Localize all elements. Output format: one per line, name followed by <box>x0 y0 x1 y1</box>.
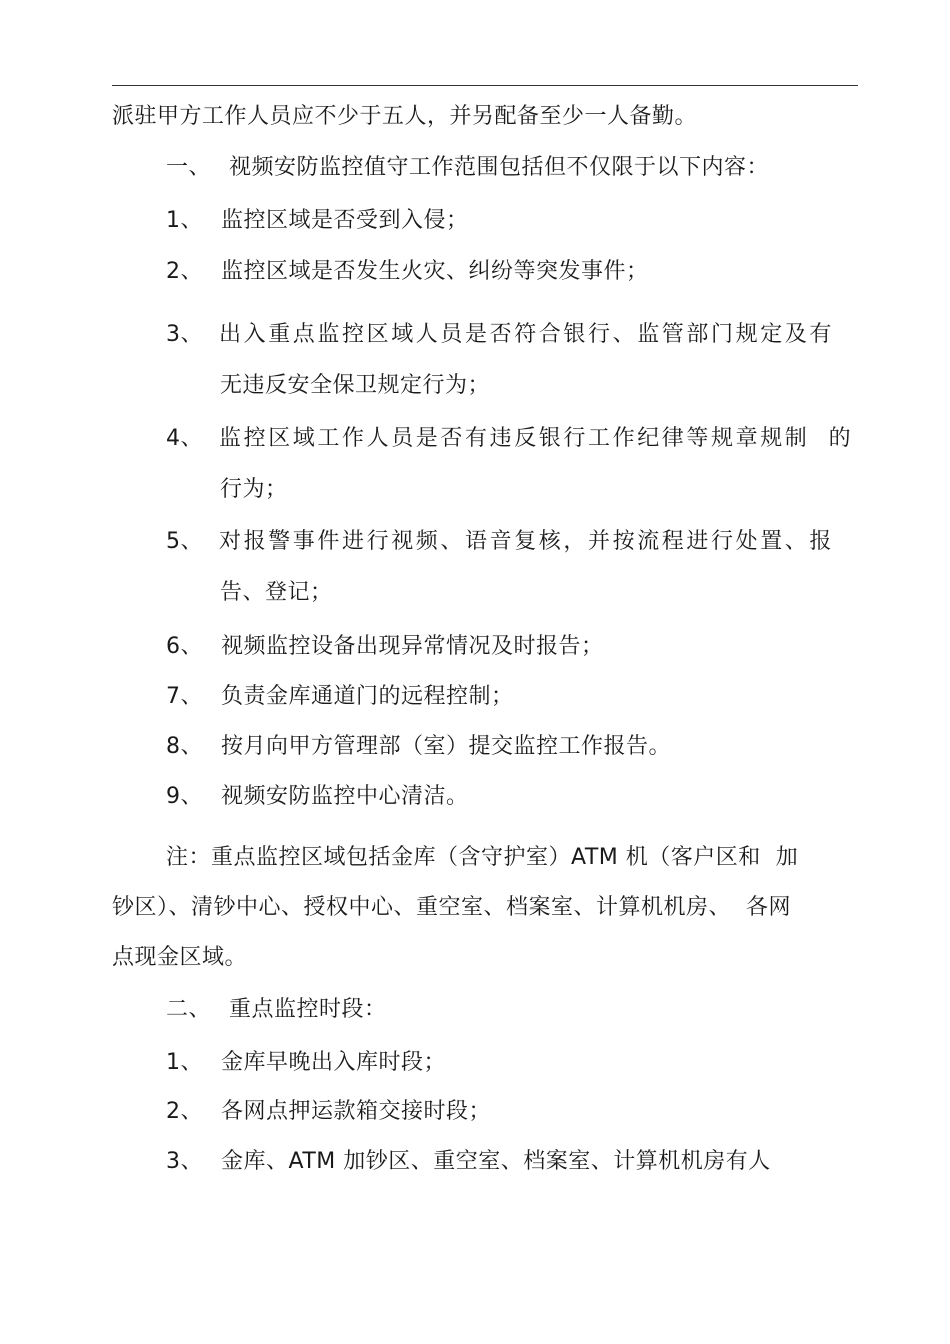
note-line-2: 钞区）、清钞中心、授权中心、重空室、档案室、计算机机房、 各网 <box>112 895 791 920</box>
list-item-continuation: 行为； <box>220 477 288 502</box>
list-item <box>166 732 671 762</box>
section-2-heading <box>166 995 387 1025</box>
section-2-title: 重点监控时段： <box>229 997 387 1022</box>
list-item <box>166 1097 491 1127</box>
list-item <box>166 682 514 712</box>
list-item-continuation: 告、登记； <box>220 580 333 605</box>
note-line-3: 点现金区域。 <box>112 945 248 970</box>
list-item-text: 按月向甲方管理部（室）提交监控工作报告。 <box>221 734 672 759</box>
list-item-number: 2、 <box>166 259 203 284</box>
section-1-heading <box>166 153 769 183</box>
list-item-number: 3、 <box>166 322 203 347</box>
list-item-text: 监控区域工作人员是否有违反银行工作纪律等规章规制 的 <box>219 426 854 451</box>
list-item-text: 出入重点监控区域人员是否符合银行、监管部门规定及有 <box>219 322 835 347</box>
section-2-number: 二、 <box>166 997 212 1022</box>
list-item-continuation: 无违反安全保卫规定行为； <box>220 373 491 398</box>
list-item-number: 8、 <box>166 734 203 759</box>
list-item-number: 6、 <box>166 634 203 659</box>
list-item-text: 视频监控设备出现异常情况及时报告； <box>221 634 604 659</box>
note-line-1: 注：重点监控区域包括金库（含守护室）ATM 机（客户区和 加 <box>166 845 799 870</box>
list-item <box>166 257 649 287</box>
list-item-number: 9、 <box>166 784 203 809</box>
list-item <box>166 320 834 350</box>
list-item-text: 对报警事件进行视频、语音复核，并按流程进行处置、报 <box>219 529 835 554</box>
list-item-number: 5、 <box>166 529 203 554</box>
list-item-number: 2、 <box>166 1099 203 1124</box>
list-item-text: 金库、ATM 加钞区、重空室、档案室、计算机机房有人 <box>221 1149 771 1174</box>
list-item <box>166 206 469 236</box>
list-item-number: 1、 <box>166 208 203 233</box>
list-item-number: 4、 <box>166 426 203 451</box>
list-item <box>166 424 853 454</box>
list-item-number: 1、 <box>166 1050 203 1075</box>
list-item-text: 金库早晚出入库时段； <box>221 1050 447 1075</box>
list-item <box>166 782 469 812</box>
list-item <box>166 527 834 557</box>
list-item <box>166 1147 771 1177</box>
list-item <box>166 1048 446 1078</box>
section-1-title: 视频安防监控值守工作范围包括但不仅限于以下内容： <box>229 155 770 180</box>
list-item-text: 视频安防监控中心清洁。 <box>221 784 469 809</box>
list-item-text: 监控区域是否受到入侵； <box>221 208 469 233</box>
list-item-number: 3、 <box>166 1149 203 1174</box>
section-1-number: 一、 <box>166 155 212 180</box>
intro-paragraph: 派驻甲方工作人员应不少于五人，并另配备至少一人备勤。 <box>112 104 698 129</box>
list-item-text: 各网点押运款箱交接时段； <box>221 1099 492 1124</box>
list-item-text: 监控区域是否发生火灾、纠纷等突发事件； <box>221 259 649 284</box>
list-item-number: 7、 <box>166 684 203 709</box>
list-item-text: 负责金库通道门的远程控制； <box>221 684 514 709</box>
list-item <box>166 632 604 662</box>
header-rule <box>112 85 858 86</box>
